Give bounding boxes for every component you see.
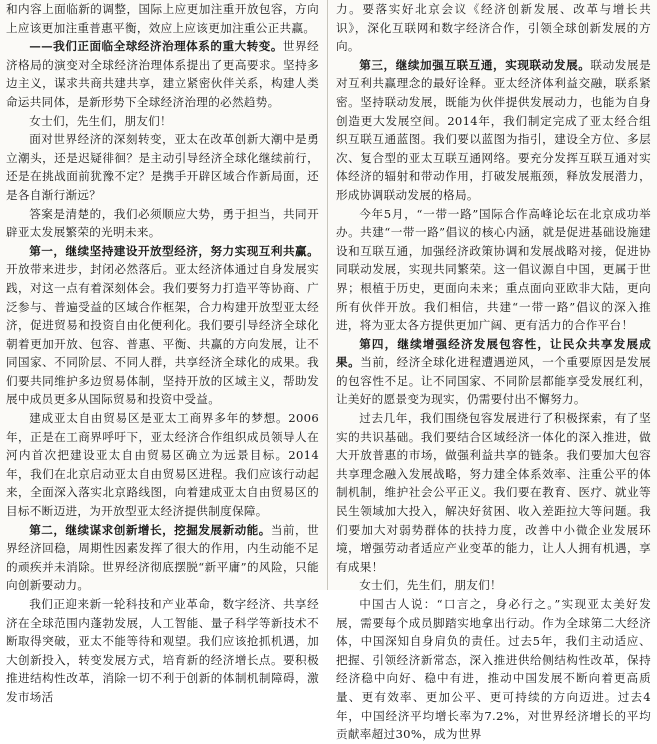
paragraph: 今年5月，“一带一路”国际合作高峰论坛在北京成功举办。共建“一带一路”倡议的核心内涵，就是促进基础设施建设和互联互通，加强经济政策协调和发展战略对接，促进协同联动发展，实现共同繁荣。这一倡议源自中国，更属于世界；根植于历史，更面向未来；重点面向亚欧非大陆，更向所有伙伴开放。我们相信，共建“一带一路”倡议的深入推进，将为亚太各方提供更加广阔、更有活力的合作平台！ — [336, 206, 651, 333]
paragraph: 建成亚太自由贸易区是亚太工商界多年的梦想。2006年，正是在工商界呼吁下，亚太经济合作组织成员领导人在河内首次把建设亚太自由贸易区确立为远景目标。2014年，我们在北京启动亚太自由贸易区进程。我们应该行动起来，全面深入落实北京路线图，向着建成亚太自由贸易区的目标不断迈进，为开放型亚太经济提供制度保障。 — [6, 411, 319, 519]
section-heading: 第三，继续加强互联互通，实现联动发展。 — [359, 57, 591, 72]
paragraph-text: 当前，经济全球化进程遭遇逆风，一个重要原因是发展的包容性不足。让不同国家、不同阶层都能享受发展红利，让美好的愿景变为现实，仍需要付出不懈努力。 — [336, 355, 651, 407]
paragraph — [336, 56, 651, 205]
paragraph — [6, 37, 319, 111]
paragraph: 和内容上面临新的调整，国际上应更加注重开放包容，方向上应该更加注重普惠平衡，效应上应该更加注重公正共赢。 — [6, 2, 319, 35]
paragraph: 答案是清楚的，我们必须顺应大势，勇于担当，共同开辟亚太发展繁荣的光明未来。 — [6, 206, 319, 240]
section-heading: ——我们正面临全球经济治理体系的重大转变。 — [29, 39, 283, 54]
paragraph-text: 世界经济格局的演变对全球经济治理体系提出了更高要求。坚持多边主义，谋求共商共建共享，建立紧密伙伴关系，构建人类命运共同体，是新形势下全球经济治理的必然趋势。 — [6, 39, 319, 109]
paragraph — [6, 242, 319, 409]
paragraph: 中国古人说：“口言之，身必行之。”实现亚太美好发展，需要每个成员脚踏实地拿出行动。作为全球第二大经济体，中国深知自身肩负的责任。过去5年，我们主动适应、把握、引领经济新常态，深入推进供给侧结构性改革，保持经济稳中向好、稳中有进，推动中国发展不断向着更高质量、更有效率、更加公平、更可持续的方向迈进。过去4年，中国经济平均增长率为7.2%，对世界经济增长的平均贡献率超过30%，成为世界 — [336, 597, 651, 742]
paragraph: 力。要落实好北京会议《经济创新发展、改革与增长共识》，深化互联网和数字经济合作，引领全球创新发展的方向。 — [336, 2, 651, 54]
paragraph-text: 开放带来进步，封闭必然落后。亚太经济体通过自身发展实践，对这一点有着深刻体会。我们要努力打造平等协商、广泛参与、普遍受益的区域合作框架，合力构建开放型亚太经济，促进贸易和投资自由化便利化。我们要引导经济全球化朝着更加开放、包容、普惠、平衡、共赢的方向发展，让不同国家、不同阶层、不同人群，共享经济全球化的成果。我们要共同维护多边贸易体制，坚持开放的区域主义，帮助发展中成员更多从国际贸易和投资中受益。 — [6, 262, 319, 407]
paragraph: 过去几年，我们围绕包容发展进行了积极探索，有了坚实的共识基础。我们要结合区域经济一体化的深入推进，做大开放普惠的市场，做强利益共享的链条。我们要加大包容共享理念融入发展战略，努力建全体系效率、注重公平的体制机制，维护社会公平正义。我们要在教育、医疗、就业等民生领域加大投入，解决好贫困、收入差距拉大等问题。我们要加大对弱势群体的扶持力度，改善中小微企业发展环境，增强劳动者适应产业变革的能力，让人人拥有机遇，享有成果！ — [336, 411, 651, 574]
paragraph-text: 当前，世界经济回稳，周期性因素发挥了很大的作用，内生动能不足的顽疾并未消除。世界经济彻底摆脱“新平庸”的风险，只能向创新要动力。 — [6, 522, 319, 593]
section-heading: 第一，继续坚持建设开放型经济，努力实现互利共赢。 — [29, 243, 319, 258]
paragraph-text: 联动发展是对互利共赢理念的最好诠释。亚太经济体利益交融，联系紧密。坚持联动发展，既能为伙伴提供发展动力，也能为自身创造更大发展空间。2014年，我们制定完成了亚太经合组织互联互通蓝图。我们要以蓝图为指引，建设全方位、多层次、复合型的亚太互联互通网络。要充分发挥互联互通对实体经济的辐射和带动作用，打破发展瓶颈，释放发展潜力，形成协调联动发展的格局。 — [336, 57, 651, 202]
column-divider — [327, 0, 328, 590]
paragraph — [6, 521, 319, 595]
paragraph: 我们正迎来新一轮科技和产业革命，数字经济、共享经济在全球范围内蓬勃发展，人工智能、量子科学等新技术不断取得突破，亚太不能等待和观望。我们应该抢抓机遇，加大创新投入，转变发展方式，培育新的经济增长点。要积极推进结构性改革，消除一切不利于创新的体制机制障碍，激发市场活 — [6, 597, 319, 704]
salutation: 女士们，先生们，朋友们！ — [359, 578, 502, 593]
paragraph — [336, 335, 651, 409]
paragraph: 面对世界经济的深刻转变，亚太在改革创新大潮中是勇立潮头，还是迟疑徘徊？是主动引导经济全球化继续前行，还是在挑战面前犹豫不定？是携手开辟区域合作新局面，还是各自渐行渐远？ — [6, 132, 319, 202]
section-heading: 第四，继续增强经济发展包容性，让民众共享发展成果。 — [336, 336, 651, 370]
right-column — [336, 0, 651, 742]
salutation: 女士们，先生们，朋友们！ — [29, 113, 172, 128]
section-heading: 第二，继续谋求创新增长，挖掘发展新动能。 — [29, 522, 271, 537]
left-column — [6, 0, 319, 704]
